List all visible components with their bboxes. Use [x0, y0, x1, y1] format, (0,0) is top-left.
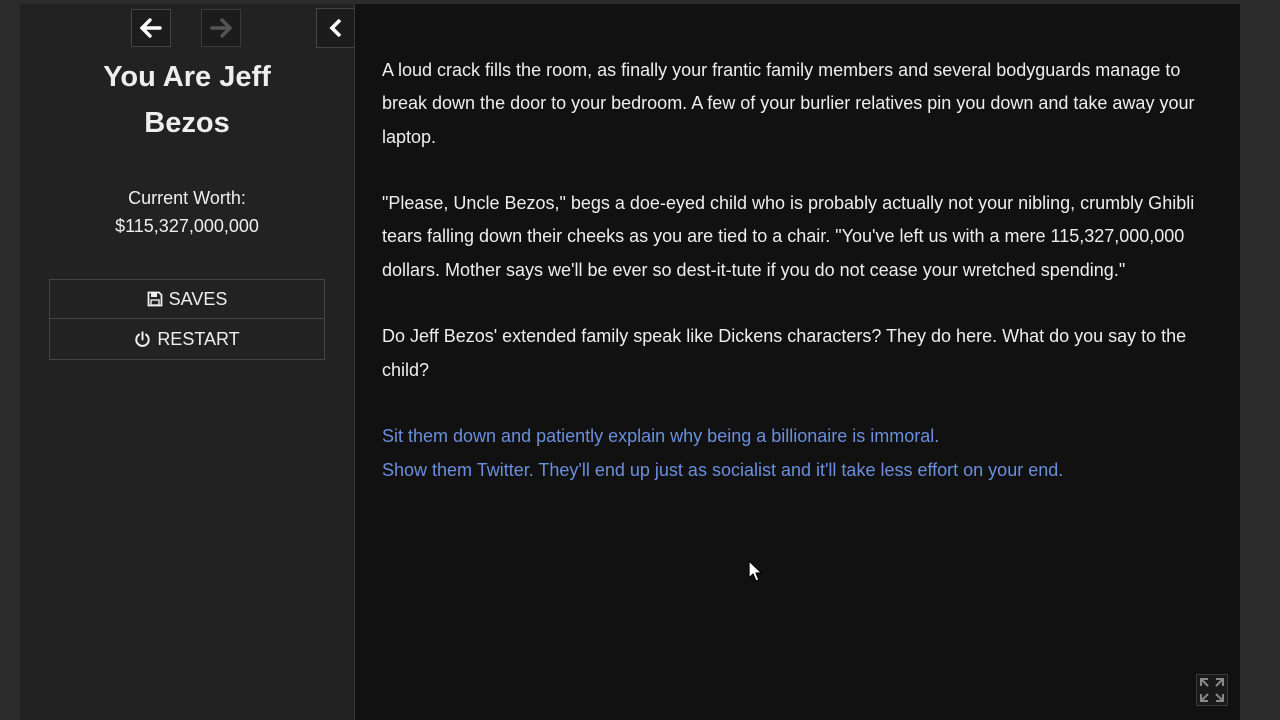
sidebar-stow-button[interactable]: [316, 8, 354, 48]
choice-list: [382, 420, 1222, 487]
saves-label: SAVES: [168, 288, 228, 309]
story-title: You Are Jeff Bezos: [103, 61, 271, 139]
expand-icon: [1199, 677, 1225, 703]
passage-paragraph: Do Jeff Bezos' extended family speak like Dickens characters? They do here. What do you say to the child?: [382, 326, 1187, 380]
choice-link-explain[interactable]: Sit them down and patiently explain why being a billionaire is immoral.: [382, 426, 940, 447]
restart-button[interactable]: [49, 319, 325, 360]
fullscreen-button[interactable]: [1196, 674, 1228, 706]
restart-label: RESTART: [157, 328, 240, 349]
chevron-left-icon: [328, 18, 344, 38]
choice-link-twitter[interactable]: Show them Twitter. They'll end up just as socialist and it'll take less effort on your end.: [382, 459, 1064, 480]
history-back-button[interactable]: [131, 9, 171, 47]
arrow-left-icon: [140, 18, 162, 38]
floppy-disk-icon: [147, 291, 163, 307]
story-passage: [382, 54, 1222, 487]
passage-paragraph: "Please, Uncle Bezos," begs a doe-eyed child who is probably actually not your nibling, crumbly Ghibli tears falling down their cheeks as you are tied to a chair. "You've left us with a mere 115,327,000,000 dollars. Mother says we'll be ever so dest-it-tute if you do not cease your wretched spending.": [382, 193, 1195, 280]
sidebar: [20, 4, 355, 720]
saves-button[interactable]: [49, 279, 325, 319]
story-menu: [49, 279, 325, 360]
game-frame: [20, 4, 1240, 720]
power-icon: [134, 331, 151, 348]
history-forward-button[interactable]: [201, 9, 241, 47]
worth-value: $115,327,000,000: [115, 216, 259, 236]
current-worth: [60, 184, 314, 240]
passage-paragraph: A loud crack fills the room, as finally your frantic family members and several bodyguards manage to break down the door to your bedroom. A few of your burlier relatives pin you down and take away your laptop.: [382, 60, 1195, 147]
worth-label: Current Worth:: [128, 188, 246, 208]
arrow-right-icon: [210, 18, 232, 38]
